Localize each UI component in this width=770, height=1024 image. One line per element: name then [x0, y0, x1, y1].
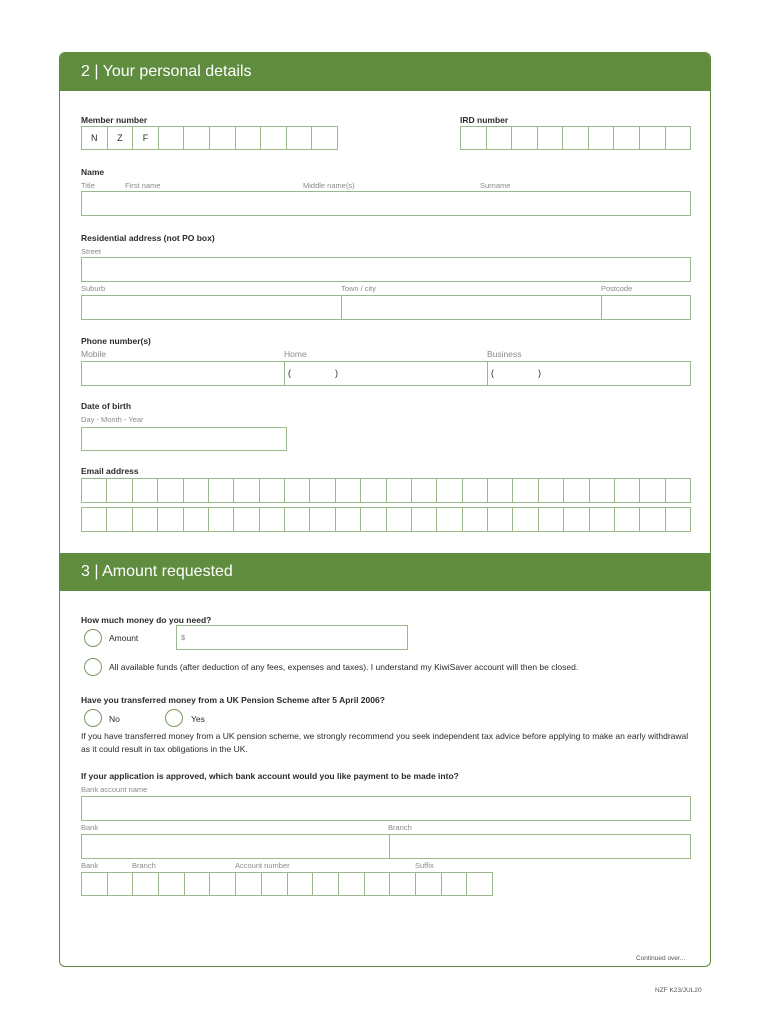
- bank-branch-field[interactable]: [81, 834, 691, 859]
- email-char-box[interactable]: [107, 508, 132, 531]
- ird-digit[interactable]: [640, 127, 666, 149]
- uk-advice-text: If you have transferred money from a UK pension scheme, we strongly recommend you seek independent tax advice before applying to make an early withdrawal as it could result in tax obligations in the UK.: [81, 731, 689, 754]
- postcode-hint: Postcode: [601, 284, 633, 293]
- member-number-prefix-z: Z: [108, 127, 134, 149]
- mobile-hint: Mobile: [81, 349, 107, 359]
- member-number-digit[interactable]: [159, 127, 185, 149]
- all-funds-option-label: All available funds (after deduction of any fees, expenses and taxes). I understand my KiwiSaver account will then be closed.: [109, 662, 579, 672]
- ird-number-label: IRD number: [460, 115, 509, 125]
- email-char-box[interactable]: [463, 479, 488, 502]
- dob-field[interactable]: [81, 427, 287, 451]
- middle-name-hint: Middle name(s): [303, 181, 355, 190]
- dob-hint: Day - Month - Year: [81, 415, 144, 424]
- email-char-box[interactable]: [310, 508, 335, 531]
- suburb-town-postcode-field[interactable]: [81, 295, 691, 320]
- phone-label: Phone number(s): [81, 336, 151, 346]
- account-digit-box[interactable]: [442, 873, 468, 895]
- ird-number-field[interactable]: [460, 126, 691, 150]
- email-field-row-2[interactable]: [81, 507, 691, 532]
- account-number-field[interactable]: [81, 872, 493, 896]
- suburb-hint: Suburb: [81, 284, 106, 293]
- member-number-digit[interactable]: [236, 127, 262, 149]
- suffix-hint: Suffix: [415, 861, 434, 870]
- email-char-box[interactable]: [361, 508, 386, 531]
- section-header-amount-requested: 3 | Amount requested: [60, 553, 710, 591]
- home-hint: Home: [284, 349, 307, 359]
- ird-digit[interactable]: [487, 127, 513, 149]
- account-number-hint: Account number: [235, 861, 290, 870]
- continued-note: Continued over...: [636, 955, 686, 962]
- member-number-digit[interactable]: [287, 127, 313, 149]
- member-number-digit[interactable]: [312, 127, 337, 149]
- email-char-box[interactable]: [209, 508, 234, 531]
- surname-hint: Surname: [480, 181, 511, 190]
- member-number-prefix-n: N: [82, 127, 108, 149]
- email-char-box[interactable]: [260, 479, 285, 502]
- member-number-digit[interactable]: [261, 127, 287, 149]
- account-digit-box[interactable]: [416, 873, 442, 895]
- address-label: Residential address (not PO box): [81, 233, 215, 243]
- email-char-box[interactable]: [82, 508, 107, 531]
- home-paren-open: (: [288, 368, 291, 378]
- email-char-box[interactable]: [615, 479, 640, 502]
- street-field[interactable]: [81, 257, 691, 282]
- email-char-box[interactable]: [387, 508, 412, 531]
- bank-account-name-hint: Bank account name: [81, 785, 148, 794]
- member-number-field[interactable]: [81, 126, 338, 150]
- email-char-box[interactable]: [336, 479, 361, 502]
- email-char-box[interactable]: [564, 479, 589, 502]
- bank-hint: Bank: [81, 823, 99, 832]
- account-digit-box[interactable]: [288, 873, 314, 895]
- member-number-digit[interactable]: [184, 127, 210, 149]
- ird-digit[interactable]: [666, 127, 691, 149]
- email-char-box[interactable]: [437, 479, 462, 502]
- email-char-box[interactable]: [539, 508, 564, 531]
- email-char-box[interactable]: [184, 508, 209, 531]
- email-char-box[interactable]: [488, 508, 513, 531]
- amount-radio[interactable]: [84, 629, 102, 647]
- email-char-box[interactable]: [590, 479, 615, 502]
- member-number-label: Member number: [81, 115, 148, 125]
- email-label: Email address: [81, 466, 139, 476]
- email-char-box[interactable]: [209, 479, 234, 502]
- phone-field[interactable]: [81, 361, 691, 386]
- email-char-box[interactable]: [387, 479, 412, 502]
- email-char-box[interactable]: [234, 508, 259, 531]
- dob-label: Date of birth: [81, 401, 132, 411]
- bank-account-name-field[interactable]: [81, 796, 691, 821]
- email-field-row-1[interactable]: [81, 478, 691, 503]
- first-name-hint: First name: [125, 181, 161, 190]
- member-number-digit[interactable]: [210, 127, 236, 149]
- name-label: Name: [81, 167, 105, 177]
- business-paren-open: (: [491, 368, 494, 378]
- all-funds-radio[interactable]: [84, 658, 102, 676]
- email-char-box[interactable]: [513, 479, 538, 502]
- ird-digit[interactable]: [512, 127, 538, 149]
- email-char-box[interactable]: [310, 479, 335, 502]
- uk-yes-label: Yes: [191, 714, 205, 724]
- email-char-box[interactable]: [158, 479, 183, 502]
- amount-field[interactable]: [176, 625, 408, 650]
- email-char-box[interactable]: [615, 508, 640, 531]
- money-question: How much money do you need?: [81, 615, 212, 625]
- email-char-box[interactable]: [260, 508, 285, 531]
- account-digit-box[interactable]: [339, 873, 365, 895]
- account-digit-box[interactable]: [108, 873, 134, 895]
- account-digit-box[interactable]: [82, 873, 108, 895]
- email-char-box[interactable]: [412, 479, 437, 502]
- email-char-box[interactable]: [564, 508, 589, 531]
- uk-pension-question: Have you transferred money from a UK Pension Scheme after 5 April 2006?: [81, 695, 385, 705]
- email-char-box[interactable]: [133, 479, 158, 502]
- home-paren-close: ): [335, 368, 338, 378]
- account-digit-box[interactable]: [185, 873, 211, 895]
- uk-no-radio[interactable]: [84, 709, 102, 727]
- ird-digit[interactable]: [589, 127, 615, 149]
- email-char-box[interactable]: [361, 479, 386, 502]
- amount-option-label: Amount: [109, 633, 139, 643]
- name-field[interactable]: [81, 191, 691, 216]
- uk-no-label: No: [109, 714, 120, 724]
- account-digit-box[interactable]: [159, 873, 185, 895]
- email-char-box[interactable]: [437, 508, 462, 531]
- uk-yes-radio[interactable]: [165, 709, 183, 727]
- account-digit-box[interactable]: [262, 873, 288, 895]
- branch-code-hint: Branch: [132, 861, 156, 870]
- ird-digit[interactable]: [563, 127, 589, 149]
- email-char-box[interactable]: [640, 479, 665, 502]
- account-digit-box[interactable]: [236, 873, 262, 895]
- account-digit-box[interactable]: [133, 873, 159, 895]
- ird-digit[interactable]: [461, 127, 487, 149]
- email-char-box[interactable]: [666, 479, 690, 502]
- email-char-box[interactable]: [133, 508, 158, 531]
- member-number-prefix-f: F: [133, 127, 159, 149]
- account-digit-box[interactable]: [467, 873, 492, 895]
- business-hint: Business: [487, 349, 522, 359]
- email-char-box[interactable]: [590, 508, 615, 531]
- town-hint: Town / city: [341, 284, 377, 293]
- email-char-box[interactable]: [463, 508, 488, 531]
- email-char-box[interactable]: [158, 508, 183, 531]
- email-char-box[interactable]: [285, 508, 310, 531]
- email-char-box[interactable]: [513, 508, 538, 531]
- bank-question: If your application is approved, which bank account would you like payment to be made into?: [81, 771, 459, 781]
- email-char-box[interactable]: [285, 479, 310, 502]
- email-char-box[interactable]: [107, 479, 132, 502]
- ird-digit[interactable]: [614, 127, 640, 149]
- business-paren-close: ): [538, 368, 541, 378]
- account-digit-box[interactable]: [390, 873, 416, 895]
- account-digit-box[interactable]: [313, 873, 339, 895]
- bank-code-hint: Bank: [81, 861, 99, 870]
- email-char-box[interactable]: [82, 479, 107, 502]
- account-digit-box[interactable]: [365, 873, 391, 895]
- section-header-personal-details: 2 | Your personal details: [60, 53, 710, 91]
- email-char-box[interactable]: [539, 479, 564, 502]
- email-char-box[interactable]: [640, 508, 665, 531]
- email-char-box[interactable]: [336, 508, 361, 531]
- email-char-box[interactable]: [412, 508, 437, 531]
- form-code: NZF K23/JUL20: [655, 987, 702, 994]
- email-char-box[interactable]: [234, 479, 259, 502]
- currency-symbol: $: [181, 633, 186, 642]
- street-hint: Street: [81, 247, 102, 256]
- title-hint: Title: [81, 181, 95, 190]
- branch-hint: Branch: [388, 823, 412, 832]
- account-digit-box[interactable]: [210, 873, 236, 895]
- application-form: [59, 52, 711, 967]
- email-char-box[interactable]: [488, 479, 513, 502]
- email-char-box[interactable]: [666, 508, 690, 531]
- ird-digit[interactable]: [538, 127, 564, 149]
- email-char-box[interactable]: [184, 479, 209, 502]
